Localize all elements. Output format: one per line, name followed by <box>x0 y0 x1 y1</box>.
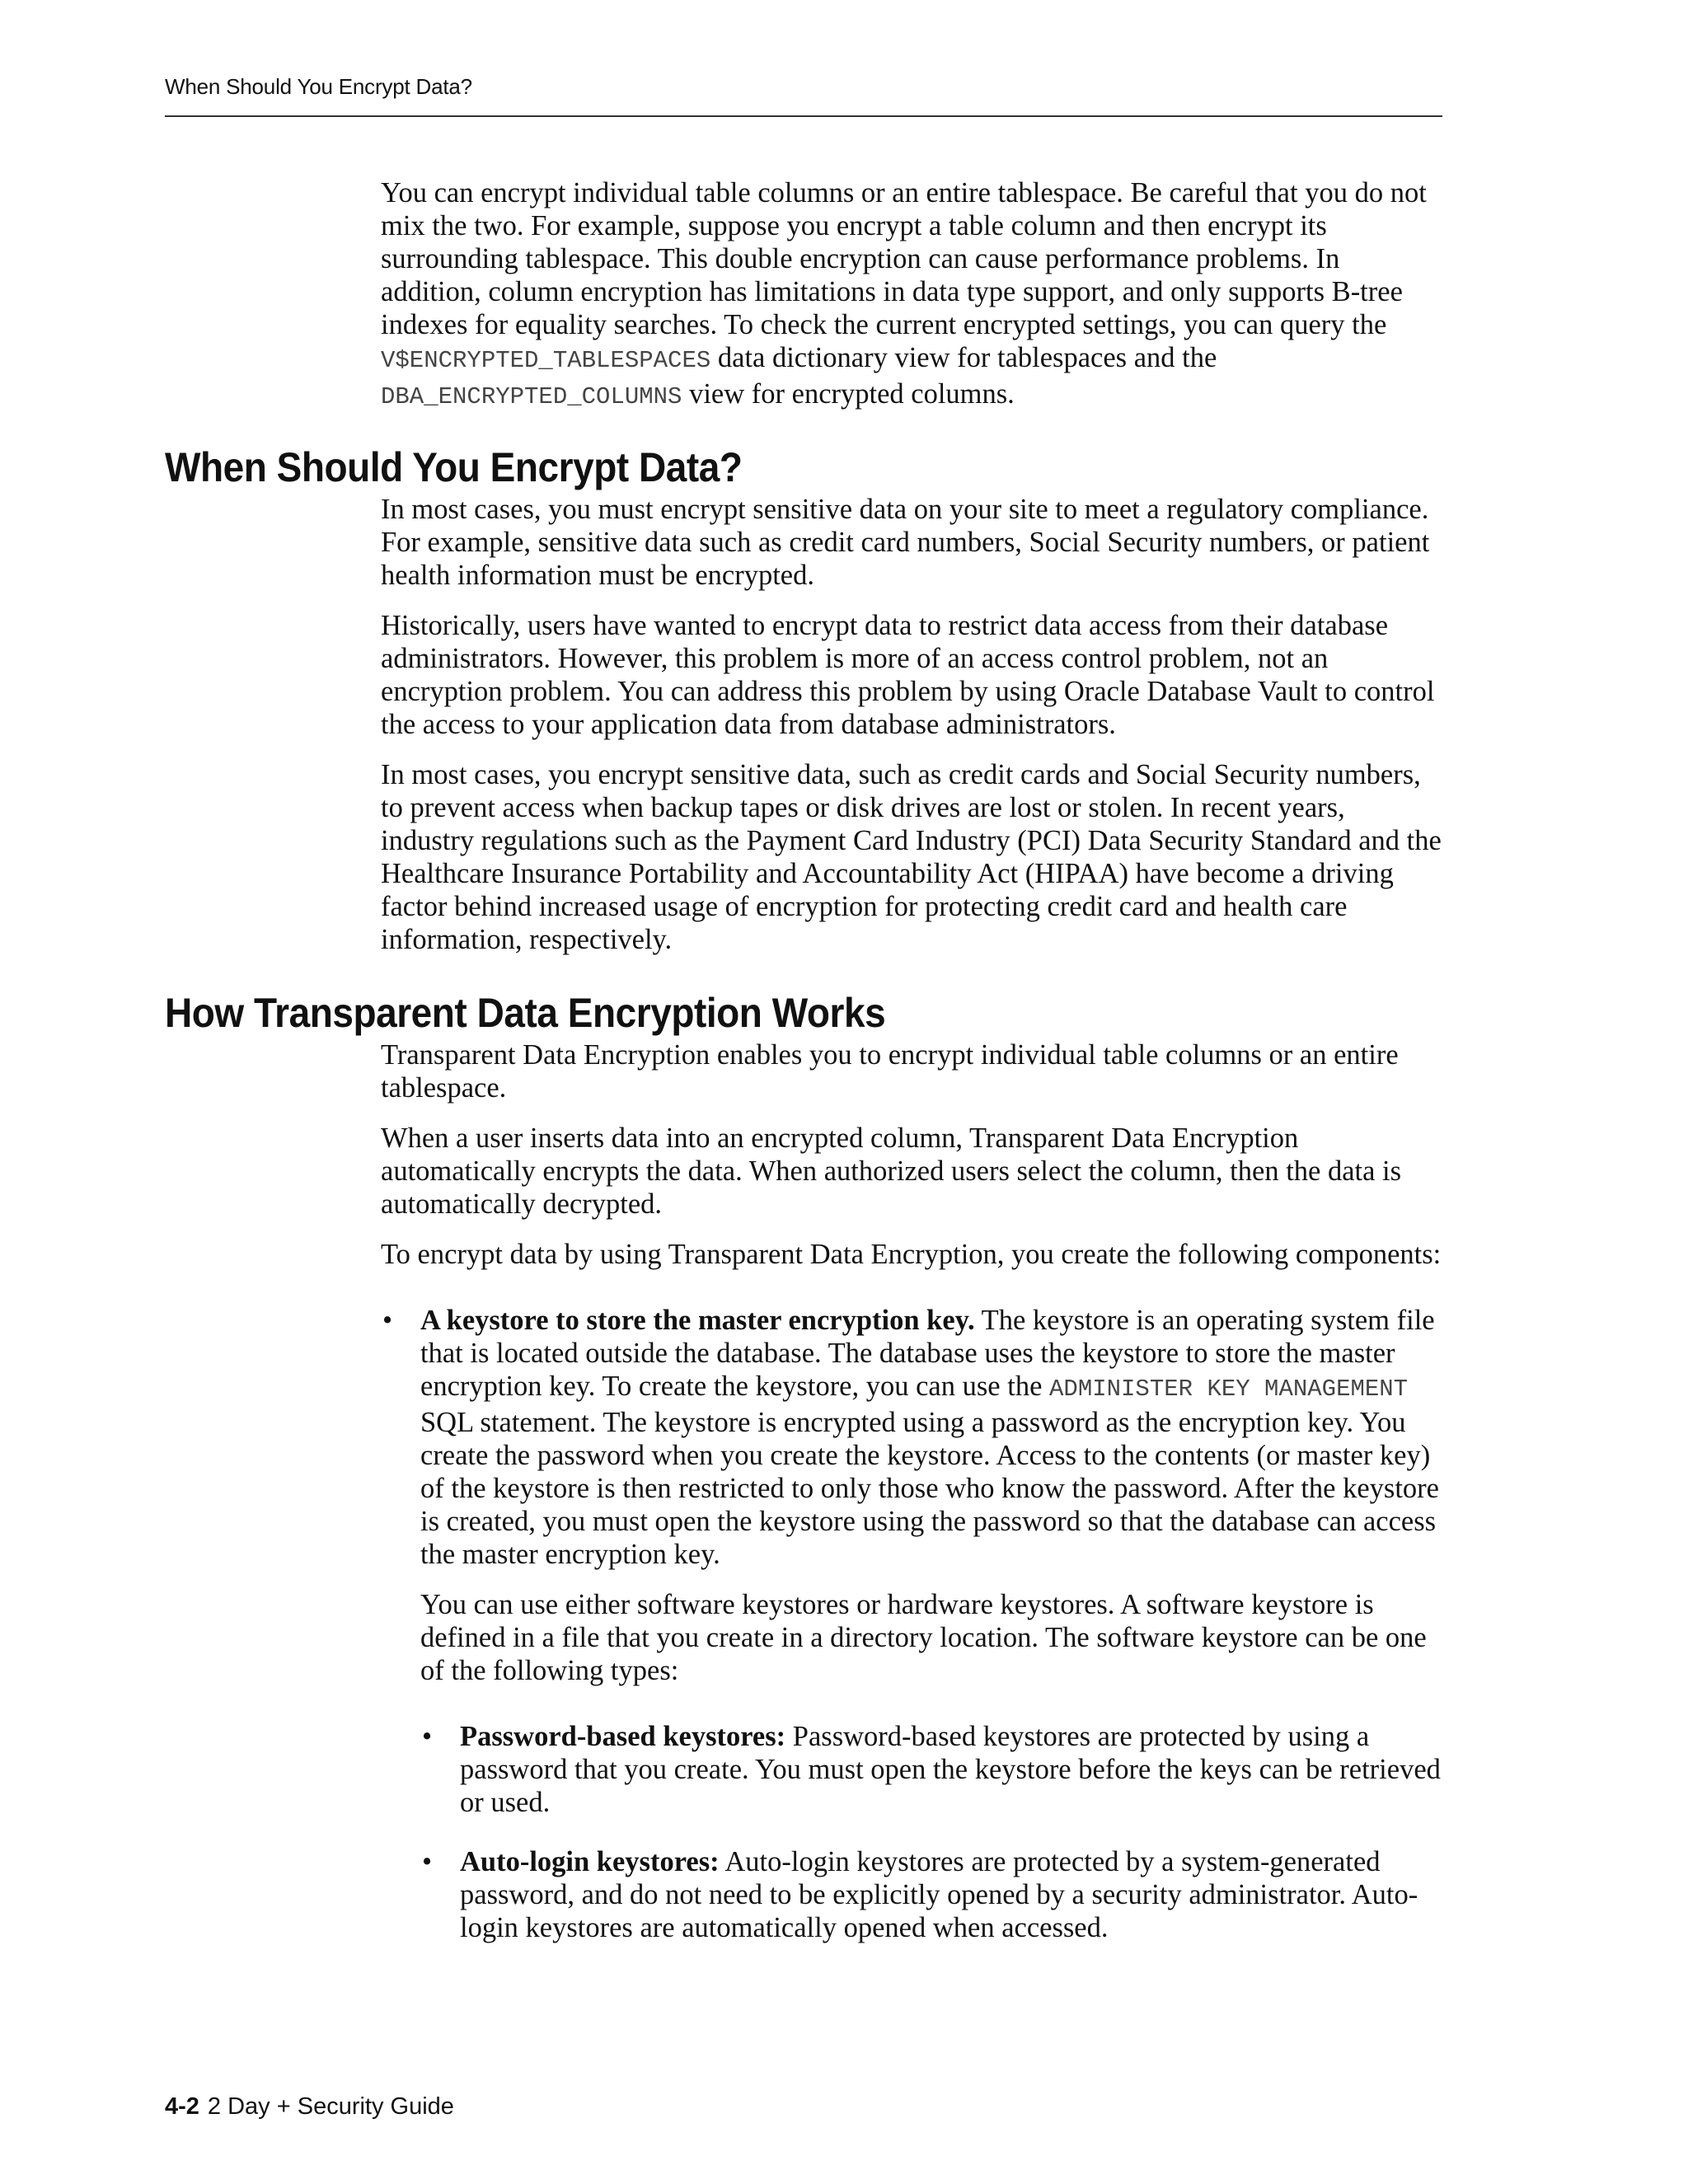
intro-section <box>165 176 1442 414</box>
list-item <box>420 1720 1442 1819</box>
paragraph: When a user inserts data into an encrypted column, Transparent Data Encryption automatically encrypts the data. When authorized users select the column, then the data is automatically decrypted. <box>381 1122 1402 1220</box>
book-title: 2 Day + Security Guide <box>207 2093 454 2120</box>
code-encrypted-columns: DBA_ENCRYPTED_COLUMNS <box>381 383 682 410</box>
section-heading-when-encrypt: When Should You Encrypt Data? <box>165 444 743 490</box>
list-item-lead: A keystore to store the master encryption key. <box>420 1305 975 1336</box>
section-when-encrypt <box>165 443 1442 973</box>
bullet-icon: • <box>422 1721 433 1752</box>
list-item-text: Password-based keystores: Password-based keystores are protected by using a password that you create. You must open the keystore before the keys can be retrieved or used. <box>460 1721 1441 1818</box>
list-item-followup: You can use either software keystores or hardware keystores. A software keystore is defined in a file that you create in a directory location. The software keystore can be one of the following types: <box>420 1589 1427 1686</box>
list-item <box>381 1304 1442 1944</box>
bullet-icon: • <box>422 1846 433 1877</box>
paragraph: Transparent Data Encryption enables you to encrypt individual table columns or an entire tablespace. <box>381 1039 1399 1104</box>
bullet-icon: • <box>382 1305 393 1336</box>
section-how-tde-works <box>165 989 1442 1944</box>
code-administer-key-management: ADMINISTER KEY MANAGEMENT <box>1049 1376 1409 1403</box>
code-encrypted-tablespaces: V$ENCRYPTED_TABLESPACES <box>381 347 711 374</box>
page-number: 4-2 <box>165 2093 199 2120</box>
list-item-lead: Auto-login keystores: <box>460 1846 720 1877</box>
list-item <box>420 1845 1442 1944</box>
intro-paragraph: You can encrypt individual table columns or an entire tablespace. Be careful that you do not mix the two. For example, suppose you encrypt a table column and then encrypt its surrounding tablespace. This double encryption can cause performance problems. In addition, column encryption has limitations in data type support, and only supports B-tree indexes for equality searches. To check the current encrypted settings, you can query the V$ENCRYPTED_TABLESPACES data dictionary view for tablespaces and the DBA_ENCRYPTED_COLUMNS view for encrypted columns. <box>381 177 1427 410</box>
keystore-types-list <box>420 1720 1442 1944</box>
header-divider <box>165 115 1442 117</box>
paragraph: In most cases, you must encrypt sensitive data on your site to meet a regulatory compliance. For example, sensitive data such as credit card numbers, Social Security numbers, or patient health information must be encrypted. <box>381 494 1430 591</box>
paragraph: To encrypt data by using Transparent Data Encryption, you create the following components: <box>381 1239 1442 1270</box>
page-footer <box>165 2093 454 2121</box>
paragraph: In most cases, you encrypt sensitive data, such as credit cards and Social Security numbers, to prevent access when backup tapes or disk drives are lost or stolen. In recent years, industry regulations such as the Payment Card Industry (PCI) Data Security Standard and the Healthcare Insurance Portability and Accountability Act (HIPAA) have become a driving factor behind increased usage of encryption for protecting credit card and health care information, respectively. <box>381 759 1442 955</box>
list-item-lead: Password-based keystores: <box>460 1721 786 1752</box>
components-list <box>381 1304 1442 1944</box>
paragraph: Historically, users have wanted to encrypt data to restrict data access from their database administrators. However, this problem is more of an access control problem, not an encryption problem. You can address this problem by using Oracle Database Vault to control the access to your application data from database administrators. <box>381 610 1435 740</box>
section-heading-how-tde-works: How Transparent Data Encryption Works <box>165 990 886 1036</box>
list-item-text: A keystore to store the master encryption key. The keystore is an operating system file that is located outside the database. The database uses the keystore to store the master encryption key. To create the keystore, you can use the ADMINISTER KEY MANAGEMENT SQL statement. The keystore is encrypted using a password as the encryption key. You create the password when you create the keystore. Access to the contents (or master key) of the keystore is then restricted to only those who know the password. After the keystore is created, you must open the keystore using the password so that the database can access the master encryption key. <box>420 1305 1439 1570</box>
list-item-text: Auto-login keystores: Auto-login keystores are protected by a system-generated password, and do not need to be explicitly opened by a security administrator. Auto-login keystores are automatically opened when accessed. <box>460 1846 1418 1943</box>
running-header: When Should You Encrypt Data? <box>165 74 472 99</box>
